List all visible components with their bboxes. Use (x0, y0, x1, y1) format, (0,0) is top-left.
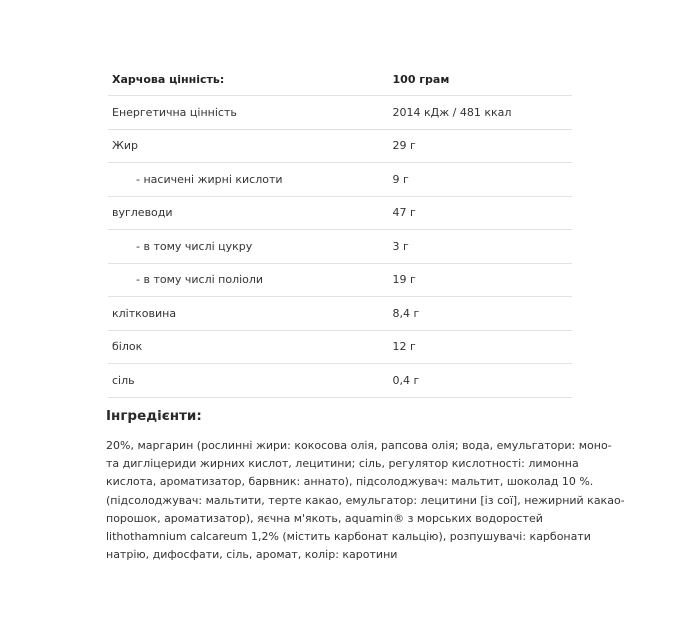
nutrient-value: 0,4 г (393, 364, 572, 398)
ingredients-line: порошок, ароматизатор), яєчна м'якоть, aquamin® з морських водоростей (106, 511, 543, 525)
nutrient-name: - насичені жирні кислоти (108, 163, 393, 197)
nutrient-value: 2014 кДж / 481 ккал (393, 96, 572, 130)
table-row (108, 96, 572, 130)
nutrient-name: Жир (108, 129, 393, 163)
nutrient-value: 19 г (393, 263, 572, 297)
ingredients-title: Інгредієнти: (106, 408, 202, 424)
table-row (108, 330, 572, 364)
nutrition-header-row (108, 64, 572, 96)
nutrient-name: - в тому числі поліоли (108, 263, 393, 297)
ingredients-line: та дигліцериди жирних кислот, лецитини; сіль, регулятор кислотності: лимонна (106, 457, 579, 471)
nutrient-value: 9 г (393, 163, 572, 197)
table-row (108, 364, 572, 398)
nutrition-table (108, 64, 572, 398)
nutrition-header-name: Харчова цінність: (108, 64, 393, 96)
nutrient-name: клітковина (108, 297, 393, 331)
nutrient-value: 8,4 г (393, 297, 572, 331)
ingredients-line: lithothamnium calcareum 1,2% (містить карбонат кальцію), розпушувачі: карбонати (106, 530, 591, 544)
table-row (108, 263, 572, 297)
nutrient-value: 47 г (393, 196, 572, 230)
nutrient-name: сіль (108, 364, 393, 398)
nutrient-name: білок (108, 330, 393, 364)
table-row (108, 163, 572, 197)
nutrient-value: 12 г (393, 330, 572, 364)
ingredients-line: натрію, дифосфати, сіль, аромат, колір: каротини (106, 548, 398, 562)
nutrition-header-value: 100 грам (393, 64, 572, 96)
ingredients-text (106, 437, 625, 564)
nutrient-name: Енергетична цінність (108, 96, 393, 130)
nutrient-value: 3 г (393, 230, 572, 264)
nutrient-name: вуглеводи (108, 196, 393, 230)
table-row (108, 196, 572, 230)
table-row (108, 297, 572, 331)
nutrient-value: 29 г (393, 129, 572, 163)
table-row (108, 129, 572, 163)
ingredients-line: 20%, маргарин (рослинні жири: кокосова олія, рапсова олія; вода, емульгатори: моно- (106, 439, 612, 452)
table-row (108, 230, 572, 264)
ingredients-line: (підсолоджувач: мальтити, терте какао, емульгатор: лецитини [із сої], нежирний какао- (106, 493, 625, 507)
ingredients-line: кислота, ароматизатор, барвник: аннато), підсолоджувач: мальтит, шоколад 10 %. (106, 475, 594, 489)
nutrient-name: - в тому числі цукру (108, 230, 393, 264)
